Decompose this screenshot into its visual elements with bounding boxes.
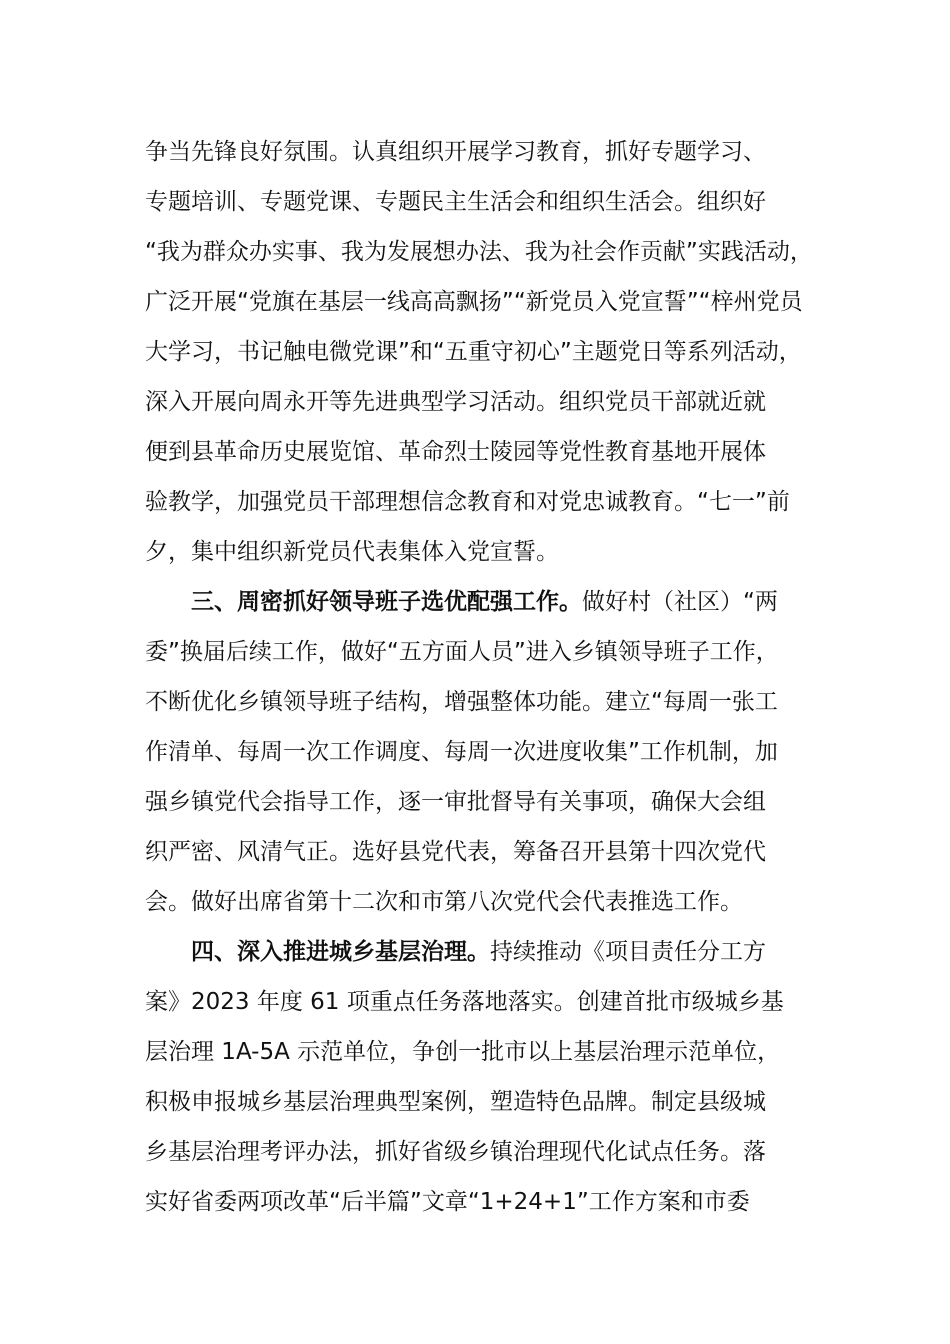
text-line: 大学习，书记触电微党课”和“五重守初心”主题党日等系列活动， bbox=[145, 339, 802, 365]
text-line: 争当先锋良好氛围。认真组织开展学习教育，抓好专题学习、 bbox=[145, 139, 766, 165]
text-line: 委”换届后续工作，做好“五方面人员”进入乡镇领导班子工作， bbox=[145, 639, 779, 665]
text-line: 夕，集中组织新党员代表集体入党宣誓。 bbox=[145, 539, 559, 565]
text-line: 强乡镇党代会指导工作，逐一审批督导有关事项，确保大会组 bbox=[145, 789, 766, 815]
text-line: 不断优化乡镇领导班子结构，增强整体功能。建立“每周一张工 bbox=[145, 689, 778, 715]
section-3-first-line bbox=[145, 577, 835, 627]
text-line: 广泛开展“党旗在基层一线高高飘扬”“新党员入党宣誓”“梓州党员 bbox=[145, 289, 803, 315]
text-line: 乡基层治理考评办法，抓好省级乡镇治理现代化试点任务。落 bbox=[145, 1139, 766, 1165]
text-line: 层治理 1A-5A 示范单位，争创一批市以上基层治理示范单位， bbox=[145, 1039, 781, 1065]
text-line: 作清单、每周一次工作调度、每周一次进度收集”工作机制，加 bbox=[145, 739, 778, 765]
text-line: 积极申报城乡基层治理典型案例，塑造特色品牌。制定县级城 bbox=[145, 1089, 766, 1115]
text-line: 会。做好出席省第十二次和市第八次党代会代表推选工作。 bbox=[145, 889, 743, 915]
section-3-heading: 三、周密抓好领导班子选优配强工作。 bbox=[191, 589, 582, 615]
text-line: 实好省委两项改革“后半篇”文章“1+24+1”工作方案和市委 bbox=[145, 1189, 750, 1215]
section-4-heading: 四、深入推进城乡基层治理。 bbox=[191, 939, 490, 965]
text-line: 便到县革命历史展览馆、革命烈士陵园等党性教育基地开展体 bbox=[145, 439, 766, 465]
text-line: 案》2023 年度 61 项重点任务落地落实。创建首批市级城乡基 bbox=[145, 989, 784, 1015]
text-line: 深入开展向周永开等先进典型学习活动。组织党员干部就近就 bbox=[145, 389, 766, 415]
text-line: 验教学，加强党员干部理想信念教育和对党忠诚教育。“七一”前 bbox=[145, 489, 790, 515]
section-4-first-line bbox=[145, 927, 835, 977]
text-line: “我为群众办实事、我为发展想办法、我为社会作贡献”实践活动， bbox=[145, 239, 813, 265]
section-3-first-line-text: 做好村（社区）“两 bbox=[582, 589, 778, 615]
body-text bbox=[145, 127, 835, 1227]
text-line: 专题培训、专题党课、专题民主生活会和组织生活会。组织好 bbox=[145, 189, 766, 215]
section-4-first-line-text: 持续推动《项目责任分工方 bbox=[490, 939, 766, 965]
text-line: 织严密、风清气正。选好县党代表，筹备召开县第十四次党代 bbox=[145, 839, 766, 865]
